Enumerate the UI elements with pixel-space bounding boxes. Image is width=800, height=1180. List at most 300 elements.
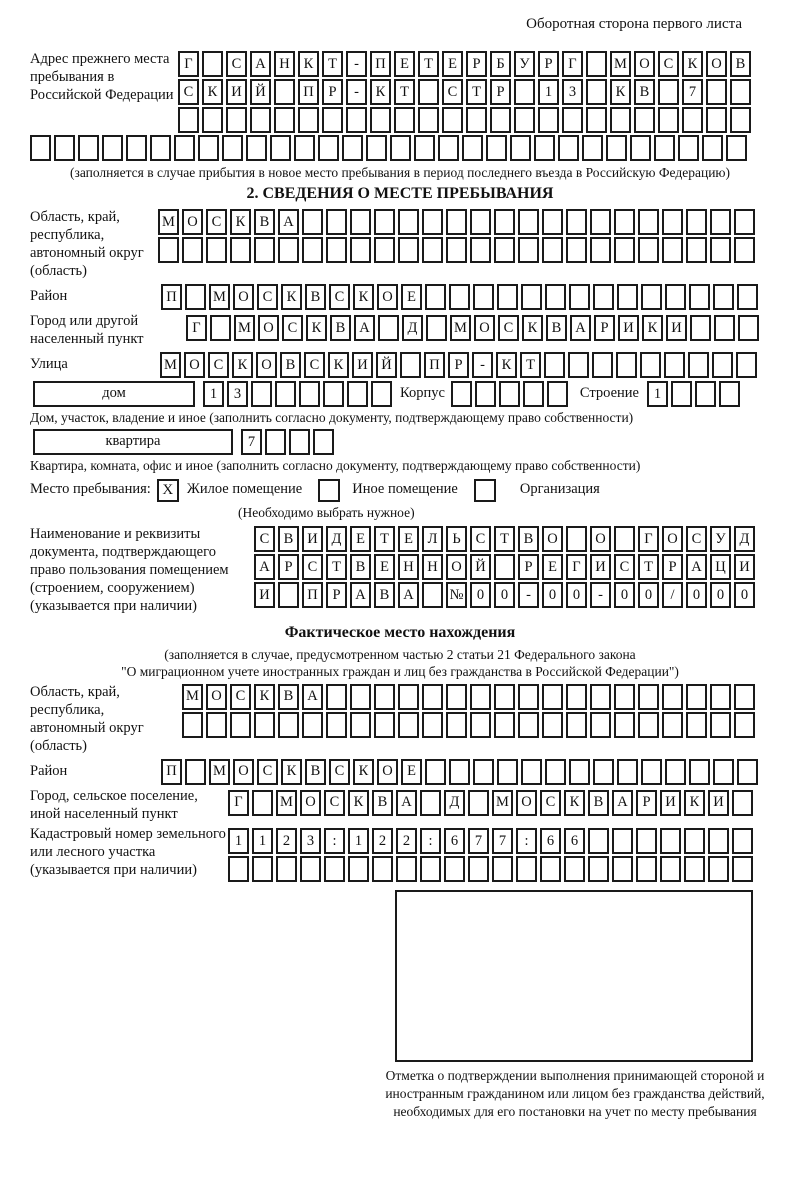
house-note: Дом, участок, владение и иное (заполнить согласно документу, подтверждающему право собственности) (30, 409, 634, 425)
char-box (420, 856, 441, 882)
char-box: С (178, 79, 199, 105)
char-box: О (206, 684, 227, 710)
char-box: В (278, 684, 299, 710)
char-box (298, 107, 319, 133)
char-box (542, 237, 563, 263)
char-box (323, 381, 344, 407)
char-box (614, 237, 635, 263)
char-box (425, 759, 446, 785)
char-box: М (182, 684, 203, 710)
char-box (569, 284, 590, 310)
char-box (688, 352, 709, 378)
char-box: В (546, 315, 567, 341)
char-box (150, 135, 171, 161)
section2-title: 2. СВЕДЕНИЯ О МЕСТЕ ПРЕБЫВАНИЯ (246, 185, 554, 202)
char-box: С (257, 759, 278, 785)
district-row (161, 284, 758, 310)
char-box (470, 209, 491, 235)
char-box: С (324, 790, 345, 816)
char-box: 0 (686, 582, 707, 608)
char-box: К (328, 352, 349, 378)
char-box: С (230, 684, 251, 710)
char-box: Т (466, 79, 487, 105)
char-box (475, 381, 496, 407)
char-box (274, 79, 295, 105)
char-box (702, 135, 723, 161)
char-box: С (329, 284, 350, 310)
char-box (612, 856, 633, 882)
char-box: М (158, 209, 179, 235)
char-box: К (348, 790, 369, 816)
char-box: М (160, 352, 181, 378)
char-box: 6 (540, 828, 561, 854)
char-box: 0 (566, 582, 587, 608)
char-box: М (234, 315, 255, 341)
char-box (545, 759, 566, 785)
char-box (660, 856, 681, 882)
char-box (278, 237, 299, 263)
char-box: О (233, 284, 254, 310)
char-box (590, 684, 611, 710)
char-box (446, 209, 467, 235)
char-box (418, 79, 439, 105)
char-box: № (446, 582, 467, 608)
char-box: С (498, 315, 519, 341)
fact-region-field (30, 684, 800, 756)
char-box: 6 (444, 828, 465, 854)
char-box (521, 759, 542, 785)
char-box: Г (186, 315, 207, 341)
char-box: В (730, 51, 751, 77)
char-box: Б (490, 51, 511, 77)
char-box: Р (448, 352, 469, 378)
char-box: К (230, 209, 251, 235)
char-box (398, 237, 419, 263)
char-box (422, 209, 443, 235)
char-box (468, 790, 489, 816)
char-box (706, 79, 727, 105)
char-box: 2 (276, 828, 297, 854)
char-box (713, 284, 734, 310)
char-box (492, 856, 513, 882)
char-box (710, 712, 731, 738)
char-box (523, 381, 544, 407)
document-box-rows (254, 526, 755, 608)
char-box (738, 315, 759, 341)
char-box (617, 759, 638, 785)
char-box: И (226, 79, 247, 105)
char-box: А (398, 582, 419, 608)
char-box (473, 759, 494, 785)
street-field (30, 352, 800, 378)
char-box (390, 135, 411, 161)
char-box: К (522, 315, 543, 341)
char-box (695, 381, 716, 407)
char-box (490, 107, 511, 133)
char-box: А (570, 315, 591, 341)
char-box (182, 237, 203, 263)
char-box: Г (638, 526, 659, 552)
char-box (590, 209, 611, 235)
char-box: М (450, 315, 471, 341)
cadastral-row-1 (228, 828, 753, 854)
char-box (719, 381, 740, 407)
stay-type-label: Место пребывания: (30, 481, 151, 498)
char-box (662, 712, 683, 738)
char-box: И (618, 315, 639, 341)
char-box (569, 759, 590, 785)
city-field (30, 313, 800, 349)
char-box (446, 684, 467, 710)
region-field (30, 209, 800, 281)
char-box: А (278, 209, 299, 235)
char-box (542, 684, 563, 710)
char-box (678, 135, 699, 161)
char-box (566, 526, 587, 552)
char-box (686, 684, 707, 710)
char-box (732, 828, 753, 854)
char-box: В (278, 526, 299, 552)
char-box (566, 237, 587, 263)
char-box: Е (394, 51, 415, 77)
fact-district-row (161, 759, 758, 785)
char-box: С (206, 209, 227, 235)
char-box: 0 (710, 582, 731, 608)
char-box (510, 135, 531, 161)
prev-address-row-4 (30, 135, 800, 161)
char-box: О (300, 790, 321, 816)
char-box: А (254, 554, 275, 580)
region-row-2 (158, 237, 755, 263)
document-row-3 (254, 582, 755, 608)
char-box: - (518, 582, 539, 608)
document-field (30, 526, 800, 616)
char-box: Р (326, 582, 347, 608)
char-box (449, 284, 470, 310)
char-box: И (590, 554, 611, 580)
char-box (398, 712, 419, 738)
char-box (690, 315, 711, 341)
char-box (708, 856, 729, 882)
char-box (562, 107, 583, 133)
prev-address-note: (заполняется в случае прибытия в новое место пребывания в период последнего въезда в Российскую Федерацию) (69, 165, 731, 180)
char-box (660, 828, 681, 854)
char-box (568, 352, 589, 378)
char-box: О (377, 759, 398, 785)
stroenie-label: Строение (579, 384, 639, 401)
char-box: М (209, 284, 230, 310)
char-box (665, 759, 686, 785)
char-box: О (233, 759, 254, 785)
char-box (276, 856, 297, 882)
char-box (420, 790, 441, 816)
char-box: О (516, 790, 537, 816)
char-box (252, 790, 273, 816)
city-label: Город или другой населенный пункт (30, 312, 144, 347)
char-box: У (514, 51, 535, 77)
char-box: О (258, 315, 279, 341)
char-box (324, 856, 345, 882)
char-box (182, 712, 203, 738)
char-box (275, 381, 296, 407)
char-box: К (298, 51, 319, 77)
char-box (326, 712, 347, 738)
char-box (588, 828, 609, 854)
document-row-2 (254, 554, 755, 580)
char-box (614, 209, 635, 235)
char-box (473, 284, 494, 310)
apartment-row (33, 429, 800, 455)
char-box (470, 712, 491, 738)
cadastral-box-rows (228, 828, 753, 882)
char-box (206, 712, 227, 738)
char-box: 1 (203, 381, 224, 407)
char-box (444, 856, 465, 882)
char-box: Й (250, 79, 271, 105)
char-box (540, 856, 561, 882)
char-box: К (684, 790, 705, 816)
char-box: / (662, 582, 683, 608)
char-box: Д (444, 790, 465, 816)
char-box (398, 209, 419, 235)
char-box (737, 759, 758, 785)
char-box (342, 135, 363, 161)
char-box (300, 856, 321, 882)
char-box: К (254, 684, 275, 710)
char-box: Р (518, 554, 539, 580)
char-box: О (542, 526, 563, 552)
street-row (160, 352, 757, 378)
char-box: П (161, 759, 182, 785)
char-box (422, 684, 443, 710)
char-box (251, 381, 272, 407)
char-box: А (612, 790, 633, 816)
char-box: М (492, 790, 513, 816)
char-box (254, 237, 275, 263)
char-box (252, 856, 273, 882)
char-box (638, 209, 659, 235)
char-box (228, 856, 249, 882)
char-box (230, 237, 251, 263)
char-box: О (706, 51, 727, 77)
char-box (545, 284, 566, 310)
char-box (737, 284, 758, 310)
char-box: 1 (647, 381, 668, 407)
char-box: Е (401, 284, 422, 310)
char-box (734, 712, 755, 738)
char-box (425, 284, 446, 310)
fact-city-field (30, 788, 800, 824)
char-box: Е (442, 51, 463, 77)
house-number-boxes (203, 381, 392, 407)
char-box: И (254, 582, 275, 608)
char-box (366, 135, 387, 161)
char-box: О (377, 284, 398, 310)
char-box: В (374, 582, 395, 608)
char-box (658, 79, 679, 105)
char-box: О (184, 352, 205, 378)
char-box (726, 135, 747, 161)
char-box (588, 856, 609, 882)
other-premises-checkbox (318, 479, 340, 502)
char-box: - (346, 51, 367, 77)
char-box (593, 284, 614, 310)
char-box (662, 684, 683, 710)
char-box: В (518, 526, 539, 552)
char-box (422, 582, 443, 608)
char-box (449, 759, 470, 785)
document-row-1 (254, 526, 755, 552)
apartment-boxes (241, 429, 334, 455)
char-box: Р (322, 79, 343, 105)
prev-address-box-rows (178, 51, 751, 133)
char-box (636, 828, 657, 854)
char-box: Н (274, 51, 295, 77)
char-box: П (298, 79, 319, 105)
char-box: Е (398, 526, 419, 552)
char-box: В (305, 284, 326, 310)
char-box: К (202, 79, 223, 105)
char-box: Д (734, 526, 755, 552)
prev-address-field (30, 51, 800, 133)
char-box: А (350, 582, 371, 608)
fact-city-row (228, 790, 753, 816)
char-box (347, 381, 368, 407)
char-box (564, 856, 585, 882)
char-box: О (256, 352, 277, 378)
char-box: Й (376, 352, 397, 378)
char-box (582, 135, 603, 161)
char-box (662, 237, 683, 263)
char-box (470, 237, 491, 263)
stroenie-boxes (647, 381, 740, 407)
char-box: О (446, 554, 467, 580)
char-box: О (590, 526, 611, 552)
char-box: Т (494, 526, 515, 552)
char-box (398, 684, 419, 710)
char-box: Е (542, 554, 563, 580)
cadastral-field (30, 826, 800, 882)
char-box: Н (422, 554, 443, 580)
char-box: П (302, 582, 323, 608)
char-box (686, 712, 707, 738)
char-box (278, 712, 299, 738)
other-premises-label: Иное помещение (352, 481, 458, 498)
char-box (442, 107, 463, 133)
char-box: 1 (228, 828, 249, 854)
char-box (494, 209, 515, 235)
cadastral-row-2 (228, 856, 753, 882)
char-box: С (302, 554, 323, 580)
char-box (158, 237, 179, 263)
char-box (590, 712, 611, 738)
char-box (30, 135, 51, 161)
fact-note-1: (заполняется в случае, предусмотренном частью 2 статьи 21 Федерального закона (164, 646, 636, 662)
char-box: К (306, 315, 327, 341)
char-box: - (346, 79, 367, 105)
char-box (222, 135, 243, 161)
char-box: М (209, 759, 230, 785)
char-box (538, 107, 559, 133)
char-box (518, 684, 539, 710)
char-box: 2 (372, 828, 393, 854)
char-box (178, 107, 199, 133)
char-box (494, 237, 515, 263)
char-box (544, 352, 565, 378)
residential-checkbox: X (157, 479, 179, 502)
char-box (54, 135, 75, 161)
char-box (78, 135, 99, 161)
char-box (514, 107, 535, 133)
char-box (174, 135, 195, 161)
char-box: : (324, 828, 345, 854)
char-box: Т (322, 51, 343, 77)
char-box (586, 51, 607, 77)
char-box (641, 284, 662, 310)
char-box: И (734, 554, 755, 580)
char-box (497, 759, 518, 785)
char-box: 1 (348, 828, 369, 854)
char-box (396, 856, 417, 882)
char-box: В (330, 315, 351, 341)
char-box: Р (662, 554, 683, 580)
char-box (294, 135, 315, 161)
char-box (372, 856, 393, 882)
char-box: : (420, 828, 441, 854)
char-box (378, 315, 399, 341)
char-box (326, 237, 347, 263)
fact-district-field (30, 759, 800, 785)
char-box (470, 684, 491, 710)
fact-city-label: Город, сельское поселение, иной населенный пункт (30, 787, 198, 822)
char-box (542, 209, 563, 235)
char-box: А (250, 51, 271, 77)
char-box: Е (401, 759, 422, 785)
char-box (518, 712, 539, 738)
char-box (616, 352, 637, 378)
korpus-label: Корпус (400, 384, 445, 401)
cadastral-label: Кадастровый номер земельного или лесного участка (указывается при наличии) (30, 826, 226, 879)
char-box: Т (394, 79, 415, 105)
char-box (102, 135, 123, 161)
char-box (302, 237, 323, 263)
char-box: С (254, 526, 275, 552)
char-box (586, 79, 607, 105)
char-box (350, 237, 371, 263)
char-box: С (540, 790, 561, 816)
char-box: О (182, 209, 203, 235)
char-box: К (232, 352, 253, 378)
char-box (586, 107, 607, 133)
stamp-box (395, 890, 753, 1062)
char-box: Т (326, 554, 347, 580)
char-box (346, 107, 367, 133)
char-box (658, 107, 679, 133)
char-box: С (442, 79, 463, 105)
char-box (521, 284, 542, 310)
char-box (714, 315, 735, 341)
char-box (684, 856, 705, 882)
char-box: Г (178, 51, 199, 77)
char-box (686, 209, 707, 235)
char-box (708, 828, 729, 854)
char-box (326, 209, 347, 235)
char-box (734, 684, 755, 710)
char-box: А (302, 684, 323, 710)
char-box (654, 135, 675, 161)
char-box (422, 712, 443, 738)
char-box: С (658, 51, 679, 77)
